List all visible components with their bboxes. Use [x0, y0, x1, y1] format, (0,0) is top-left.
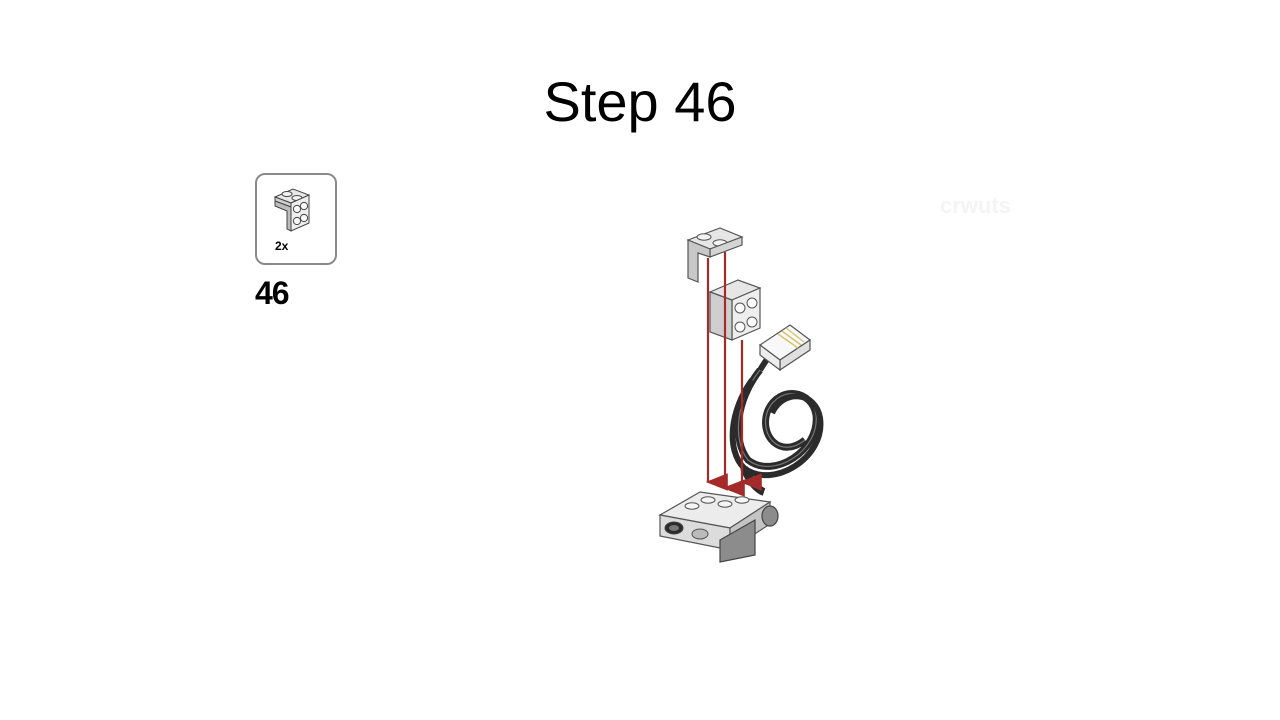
parts-quantity: 2x — [275, 239, 289, 253]
bracket-part-icon — [257, 175, 335, 263]
bracket-middle — [710, 280, 760, 340]
watermark-text: crwuts — [940, 193, 1011, 218]
assembly-illustration — [640, 210, 840, 570]
page-title: Step 46 — [543, 70, 737, 133]
bracket-top — [688, 228, 742, 282]
sensor-body — [660, 492, 778, 562]
parts-callout — [255, 173, 337, 265]
step-number: 46 — [255, 275, 289, 311]
